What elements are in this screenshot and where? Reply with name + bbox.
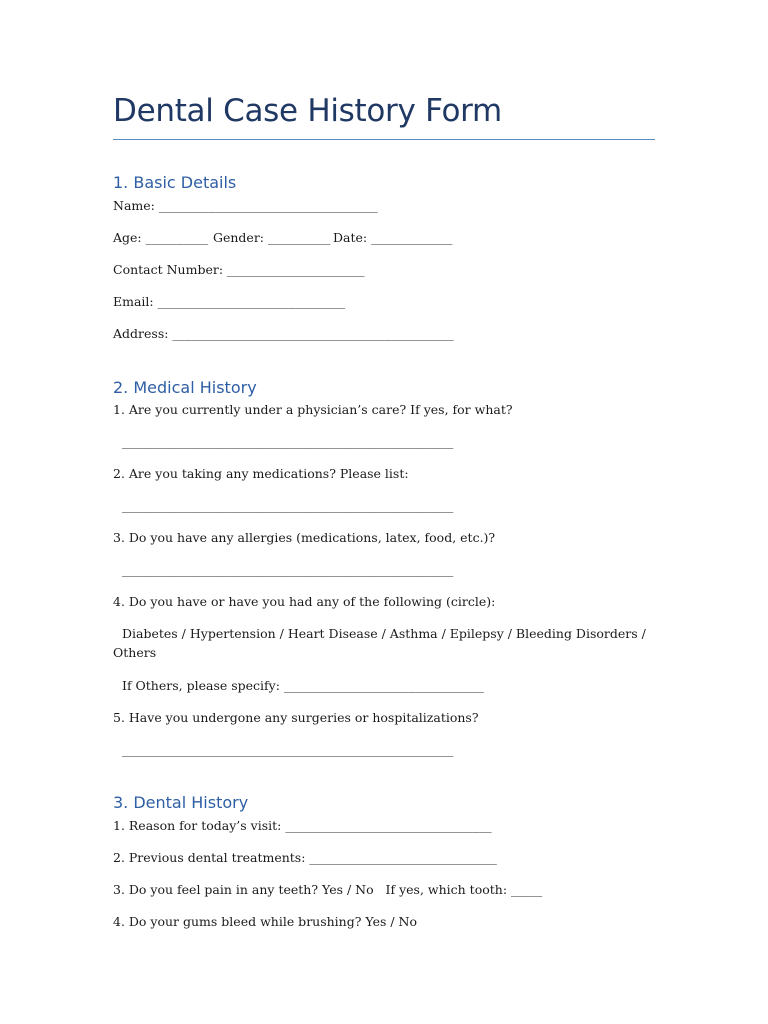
title-divider: [113, 139, 655, 140]
contact-number-field[interactable]: Contact Number: ______________________: [113, 262, 365, 277]
medical-question-4: 4. Do you have or have you had any of the following (circle):: [113, 594, 496, 609]
page-title: Dental Case History Form: [113, 93, 502, 129]
medical-answer-5[interactable]: _____________________________________________________: [122, 742, 454, 757]
conditions-list-continued[interactable]: Others: [113, 645, 157, 660]
medical-answer-1[interactable]: _____________________________________________________: [122, 434, 454, 449]
medical-question-5: 5. Have you undergone any surgeries or hospitalizations?: [113, 710, 479, 725]
others-specify-field[interactable]: If Others, please specify: ________________________________: [122, 678, 484, 693]
section-heading-basic-details: 1. Basic Details: [113, 173, 237, 192]
age-field[interactable]: Age: __________: [113, 230, 209, 245]
dental-question-4[interactable]: 4. Do your gums bleed while brushing? Yes / No: [113, 914, 418, 929]
dental-question-3[interactable]: 3. Do you feel pain in any teeth? Yes / No If yes, which tooth: _____: [113, 882, 543, 897]
medical-question-1: 1. Are you currently under a physician’s care? If yes, for what?: [113, 402, 513, 417]
section-heading-dental-history: 3. Dental History: [113, 793, 249, 812]
name-field[interactable]: Name: ___________________________________: [113, 198, 378, 213]
medical-answer-2[interactable]: _____________________________________________________: [122, 498, 454, 513]
section-heading-medical-history: 2. Medical History: [113, 378, 257, 397]
dental-question-1[interactable]: 1. Reason for today’s visit: _________________________________: [113, 818, 492, 833]
medical-answer-3[interactable]: _____________________________________________________: [122, 562, 454, 577]
dental-question-2[interactable]: 2. Previous dental treatments: ______________________________: [113, 850, 497, 865]
gender-field[interactable]: Gender: __________: [213, 230, 331, 245]
medical-question-2: 2. Are you taking any medications? Please list:: [113, 466, 409, 481]
date-field[interactable]: Date: _____________: [333, 230, 453, 245]
address-field[interactable]: Address: _____________________________________________: [113, 326, 454, 341]
medical-question-3: 3. Do you have any allergies (medications, latex, food, etc.)?: [113, 530, 496, 545]
conditions-list[interactable]: Diabetes / Hypertension / Heart Disease / Asthma / Epilepsy / Bleeding Disorders /: [122, 626, 646, 641]
email-field[interactable]: Email: ______________________________: [113, 294, 346, 309]
